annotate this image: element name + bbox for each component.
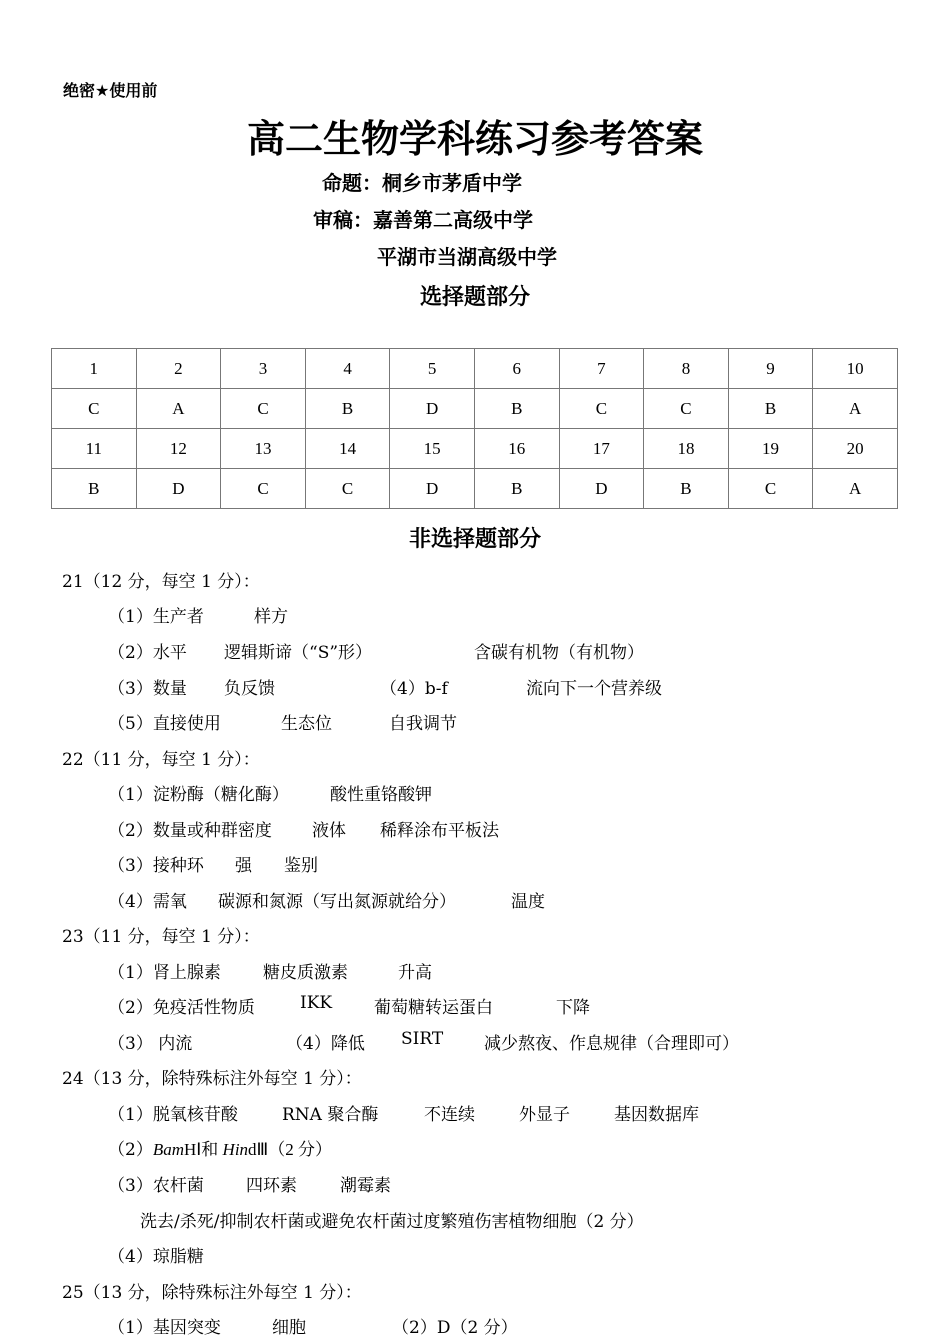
answer-item: 温度 — [511, 892, 545, 912]
table-cell: B — [474, 469, 559, 509]
answer-item: 含碳有机物（有机物） — [474, 643, 644, 663]
table-cell: 9 — [728, 349, 813, 389]
answer-item: 外显子 — [519, 1105, 570, 1125]
table-cell: 6 — [474, 349, 559, 389]
table-cell: 19 — [728, 429, 813, 469]
answer-item: （4）降低 — [286, 1034, 365, 1054]
table-cell: C — [559, 389, 644, 429]
answer-item: 逻辑斯谛（“S”形） — [224, 643, 373, 663]
table-cell: 15 — [390, 429, 475, 469]
table-cell: B — [52, 469, 137, 509]
table-cell: A — [813, 469, 898, 509]
answer-item: （2）免疫活性物质 — [108, 998, 255, 1018]
table-cell: D — [136, 469, 221, 509]
table-cell: A — [136, 389, 221, 429]
answer-item: （1）基因突变 — [108, 1318, 221, 1338]
answer-item: 自我调节 — [389, 714, 457, 734]
answer-item: RNA 聚合酶 — [282, 1105, 379, 1125]
enzyme-hindiii-italic: Hin — [222, 1140, 249, 1159]
answer-item: （1）淀粉酶（糖化酶） — [108, 785, 289, 805]
table-cell: B — [644, 469, 729, 509]
table-cell: 14 — [305, 429, 390, 469]
answer-item: （3）数量 — [108, 679, 187, 699]
answer-item: 糖皮质激素 — [263, 963, 348, 983]
enzyme-hindiii-rest: dⅢ（2 分） — [248, 1140, 333, 1159]
answer-item: SIRT — [401, 1029, 444, 1049]
table-cell: A — [813, 389, 898, 429]
answer-prefix: （2） — [108, 1140, 153, 1160]
confidential-label: 绝密★使用前 — [63, 81, 158, 100]
table-cell: D — [390, 469, 475, 509]
answer-item: 不连续 — [424, 1105, 475, 1125]
answer-item: 生态位 — [281, 714, 332, 734]
question-24-heading: 24（13 分，除特殊标注外每空 1 分）： — [62, 1069, 362, 1089]
answer-item: 潮霉素 — [340, 1176, 391, 1196]
table-cell: D — [559, 469, 644, 509]
table-cell: B — [728, 389, 813, 429]
answer-item: 碳源和氮源（写出氮源就给分） — [218, 892, 456, 912]
answer-item: 样方 — [254, 607, 288, 627]
answer-item: （4）b-f — [380, 679, 448, 699]
answer-item: 强 — [235, 856, 252, 876]
table-cell: 4 — [305, 349, 390, 389]
answer-item: 葡萄糖转运蛋白 — [374, 998, 493, 1018]
table-cell: C — [52, 389, 137, 429]
table-cell: C — [305, 469, 390, 509]
table-cell: 2 — [136, 349, 221, 389]
choice-section-title: 选择题部分 — [419, 285, 530, 310]
answer-item: （4）需氧 — [108, 892, 187, 912]
answer-item: （1）生产者 — [108, 607, 204, 627]
answer-item: （3）接种环 — [108, 856, 204, 876]
reviewer-line-1: 审稿：嘉善第二高级中学 — [313, 208, 533, 232]
answer-item: 四环素 — [246, 1176, 297, 1196]
table-row — [52, 389, 898, 429]
answer-item: 减少熬夜、作息规律（合理即可） — [484, 1034, 739, 1054]
answer-item: （2）数量或种群密度 — [108, 821, 272, 841]
table-row — [52, 349, 898, 389]
table-cell: 20 — [813, 429, 898, 469]
table-cell: 7 — [559, 349, 644, 389]
table-cell: C — [221, 469, 306, 509]
table-cell: C — [644, 389, 729, 429]
question-22-heading: 22（11 分，每空 1 分）： — [62, 750, 260, 770]
table-cell: C — [728, 469, 813, 509]
answer-item: （2）D（2 分） — [392, 1318, 518, 1338]
answer-item: （5）直接使用 — [108, 714, 221, 734]
answer-item: 酸性重铬酸钾 — [330, 785, 432, 805]
answer-item: （3）农杆菌 — [108, 1176, 204, 1196]
answer-item: IKK — [300, 993, 333, 1013]
table-cell: C — [221, 389, 306, 429]
author-line: 命题：桐乡市茅盾中学 — [322, 171, 522, 195]
answer-item: 液体 — [312, 821, 346, 841]
table-cell: 5 — [390, 349, 475, 389]
question-21-heading: 21（12 分，每空 1 分）： — [62, 572, 260, 592]
page-title: 高二生物学科练习参考答案 — [246, 117, 703, 161]
table-cell: 1 — [52, 349, 137, 389]
table-cell: 18 — [644, 429, 729, 469]
table-cell: 12 — [136, 429, 221, 469]
answer-item: 流向下一个营养级 — [526, 679, 662, 699]
q24-answer-note: 洗去/杀死/抑制农杆菌或避免农杆菌过度繁殖伤害植物细胞（2 分） — [140, 1212, 644, 1232]
table-cell: 17 — [559, 429, 644, 469]
answer-item: 细胞 — [272, 1318, 306, 1338]
nonchoice-section-title: 非选择题部分 — [408, 527, 541, 552]
table-cell: 10 — [813, 349, 898, 389]
table-cell: 13 — [221, 429, 306, 469]
question-23-heading: 23（11 分，每空 1 分）： — [62, 927, 260, 947]
table-cell: 8 — [644, 349, 729, 389]
answer-item: 鉴别 — [284, 856, 318, 876]
table-cell: 3 — [221, 349, 306, 389]
reviewer-line-2: 平湖市当湖高级中学 — [377, 245, 557, 269]
answer-item: （2）水平 — [108, 643, 187, 663]
question-25-heading: 25（13 分，除特殊标注外每空 1 分）： — [62, 1283, 362, 1303]
answer-item: （1）肾上腺素 — [108, 963, 221, 983]
table-row — [52, 469, 898, 509]
table-cell: B — [474, 389, 559, 429]
answer-item: 基因数据库 — [614, 1105, 699, 1125]
answer-item: 升高 — [398, 963, 432, 983]
answer-item: 稀释涂布平板法 — [380, 821, 499, 841]
answer-item — [108, 1135, 332, 1160]
table-row — [52, 429, 898, 469]
enzyme-bamhi-rest: HⅠ和 — [184, 1140, 223, 1159]
table-cell: 11 — [52, 429, 137, 469]
table-cell: 16 — [474, 429, 559, 469]
answer-item: （4）琼脂糖 — [108, 1247, 204, 1267]
answer-item: （1）脱氧核苷酸 — [108, 1105, 238, 1125]
table-cell: D — [390, 389, 475, 429]
enzyme-bamhi-italic: Bam — [152, 1140, 184, 1159]
answer-table — [51, 348, 898, 509]
table-cell: B — [305, 389, 390, 429]
answer-item: （3） 内流 — [108, 1034, 193, 1054]
answer-item: 负反馈 — [224, 679, 275, 699]
answer-item: 下降 — [556, 998, 590, 1018]
